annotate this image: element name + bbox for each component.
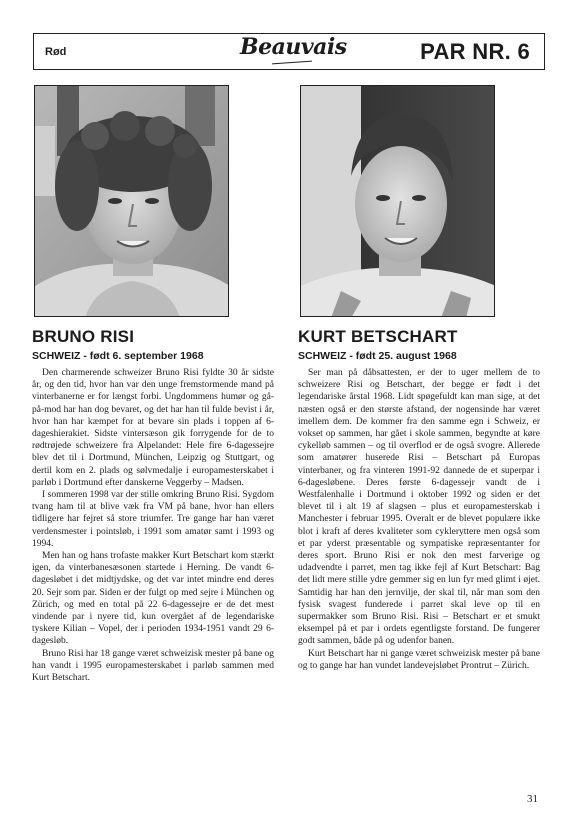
rider-column-right bbox=[298, 327, 540, 672]
pair-number: PAR NR. 6 bbox=[420, 39, 530, 64]
team-label: Rød bbox=[45, 46, 67, 58]
rider-name: BRUNO RISI bbox=[32, 327, 135, 346]
bio-paragraph: Bruno Risi har 18 gange været schweizisk mester på bane og han vandt i 1995 europamesterskabet i parløb sammen med Kurt Betschart. bbox=[32, 648, 274, 684]
bio-paragraph: Kurt Betschart har ni gange været schweizisk mester på bane og to gange har han vundet landevejsløbet Prontrut – Zürich. bbox=[298, 648, 540, 671]
bio-paragraph: Ser man på dåbsattesten, er der to uger mellem de to schweizere Risi og Betschart, der begge er født i det legendariske årstal 1968. Lidt spøgefuldt kan man sige, at det næsten også er den største afstand, der nogensinde har været imellem dem. De kommer fra den samme egn i Schweiz, er vokset op sammen, har gået i skole sammen, begyndte at køre cykelløb sammen – og til overflod er de også svogre. Allerede som amatører huserede Risi – Betschart på Europas vinterbaner, og fra vinteren 1991-92 dannede de et superpar i 6-dagesløbene. Deres første 6-dagessejr vandt de i Westfalenhalle i Dortmund i oktober 1992 og siden er det blevet til i alt 19 af slagsen – plus et europamesterskab i Manchester i februar 1995. Overalt er de blevet populære ikke blot i kraft af deres kvaliteter som cykleryttere men også som et par yderst præsentable og sympatiske repræsentanter for deres sport. Bruno Risi er nok den mest farverige og udadvendte i parret, men tag ikke fejl af Kurt Betschart: Bag det lidt mere stille ydre gemmer sig en lun fyr med glimt i øjet. Samtidig har han den jernvilje, der skal til, når man som den fysisk svagest funderede i parret skal leve op til en supermakker som Bruno Risi. Risi – Betschart er et smukt eksempel på et par i ordets egentligste forstand. De fungerer godt sammen, både på og udenfor banen. bbox=[298, 368, 540, 647]
page-header bbox=[33, 33, 545, 70]
kurt-betschart-photo bbox=[301, 86, 495, 317]
portrait-photo-icon bbox=[34, 85, 229, 317]
bruno-risi-photo bbox=[35, 86, 229, 317]
bio-paragraph: Den charmerende schweizer Bruno Risi fyldte 30 år sidste år, og den tid, hvor han var den unge fremstormende mand på vinterbanerne er for længst forbi. Ungdommens humør og gå-på-mod har han dog bevaret, og det har han til fulde bevist i år, hvor han har kæmpet for at bevare sin plads i toppen af 6-dageshierakiet. Sidste vintersæson gik forrygende for de to rødtrøjede schweizere fra Alpelandet: Hele fire 6-dagessejre blev det til i Dortmund, München, Leipzig og Stuttgart, og dertil kom en 2. plads og sølvmedalje i europamesterskabet i parløb i Dortmund efter danskerne Veggerby – Madsen. bbox=[32, 368, 274, 488]
page-number: 31 bbox=[527, 793, 538, 805]
bio-paragraph: I sommeren 1998 var der stille omkring Bruno Risi. Sygdom tvang ham til at blive væk fra VM på bane, hvor han ellers tidligere har fejret så store triumfer. Tre gange har han været verdensmester i pointsløb, i 1991 som amatør samt i 1993 og 1994. bbox=[32, 490, 274, 549]
bio-paragraph: Men han og hans trofaste makker Kurt Betschart kom stærkt igen, da vinterbanesæsonen startede i Herning. De vandt 6-dagesløbet i det midtjydske, og det var intet mindre end deres 20. Sejr som par. Siden er der fulgt op med sejre i München og Zürich, og med en total på 22 6-dagessejre er de det mest vindende par i nyere tid, kun overgået af de legendariske tyskere Kilian – Vopel, der i perioden 1934-1951 vandt 29 6-dagesløb. bbox=[32, 551, 274, 647]
rider-column-left bbox=[32, 327, 274, 684]
rider-subtitle: SCHWEIZ - født 25. august 1968 bbox=[298, 350, 457, 362]
beauvais-logo: Beauvais bbox=[240, 34, 347, 60]
logo-underline bbox=[272, 61, 312, 65]
rider-bio bbox=[32, 367, 274, 684]
rider-bio bbox=[298, 367, 540, 672]
rider-subtitle: SCHWEIZ - født 6. september 1968 bbox=[32, 350, 204, 362]
rider-name: KURT BETSCHART bbox=[298, 327, 458, 346]
portrait-photo-icon bbox=[300, 85, 495, 317]
